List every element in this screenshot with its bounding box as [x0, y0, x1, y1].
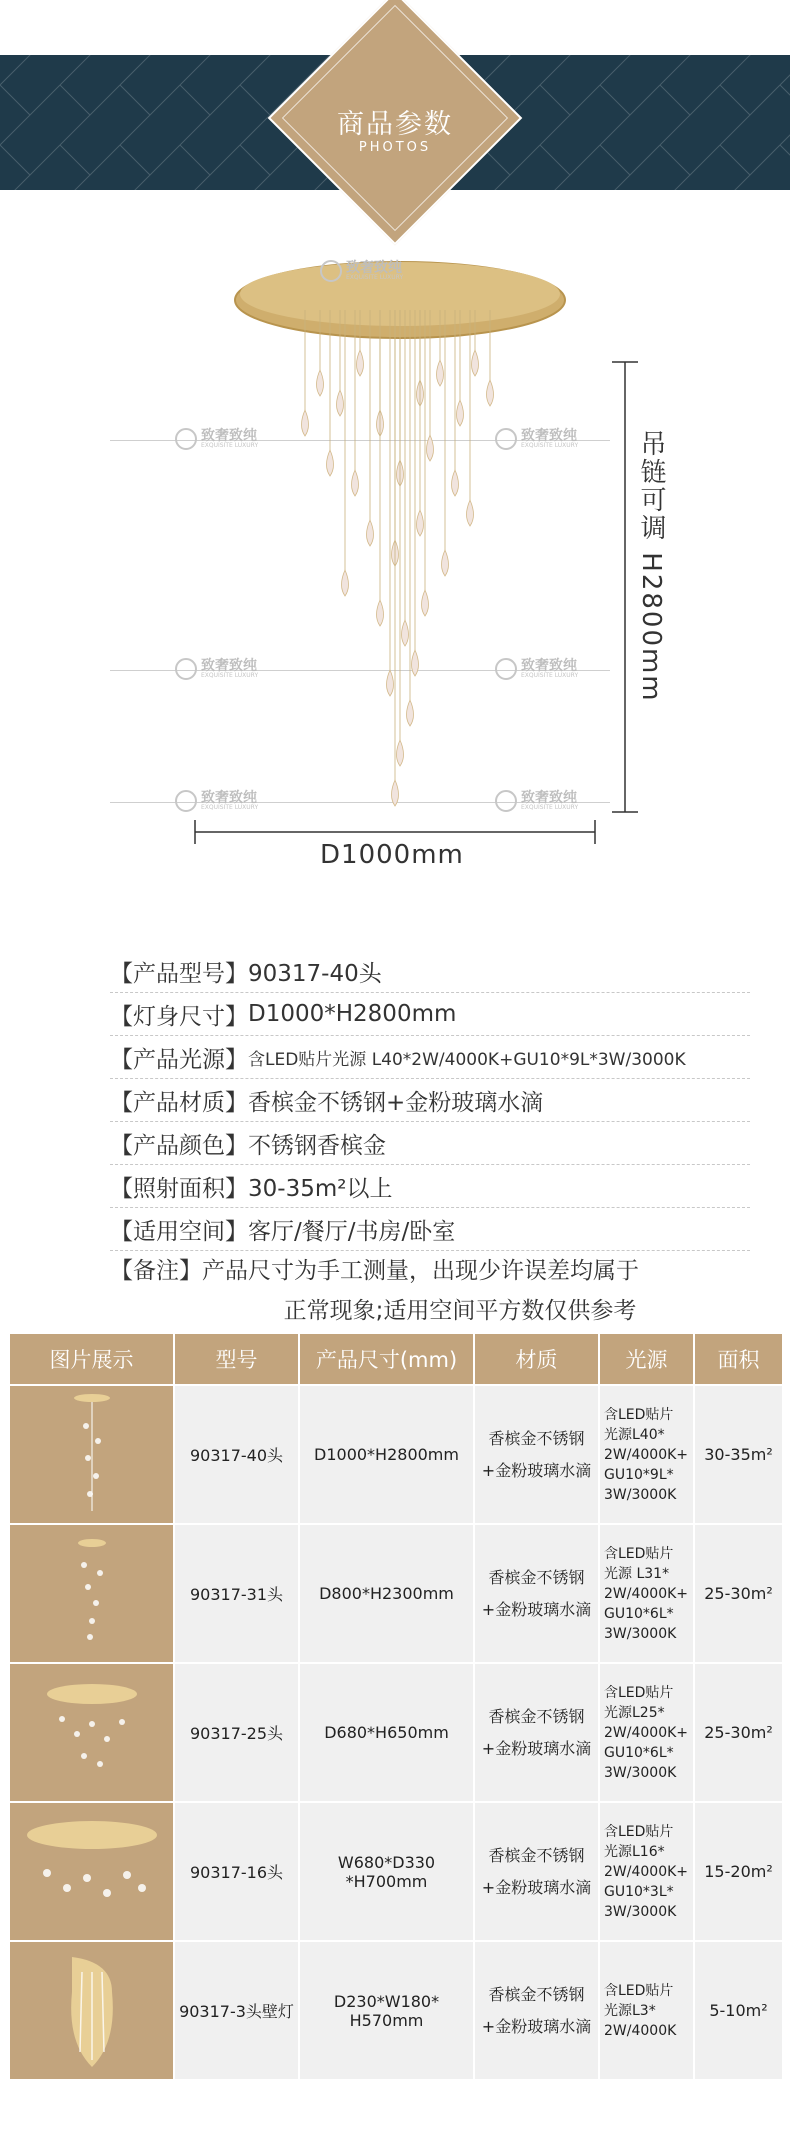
spec-color: 【产品颜色】 不锈钢香槟金 — [110, 1122, 750, 1165]
spec-list — [110, 950, 750, 1331]
cell-material: 香槟金不锈钢 +金粉玻璃水滴 — [474, 1802, 599, 1941]
spec-material: 【产品材质】 香槟金不锈钢+金粉玻璃水滴 — [110, 1079, 750, 1122]
cell-material: 香槟金不锈钢 +金粉玻璃水滴 — [474, 1941, 599, 2080]
header-image: 图片展示 — [9, 1333, 174, 1385]
cell-size: D680*H650mm — [299, 1663, 474, 1802]
cell-material: 香槟金不锈钢 +金粉玻璃水滴 — [474, 1524, 599, 1663]
cell-material: 香槟金不锈钢 +金粉玻璃水滴 — [474, 1385, 599, 1524]
height-dimension-label: 吊链可调 H2800mm — [636, 430, 666, 703]
cell-light: 含LED贴片 光源L16* 2W/4000K+ GU10*3L* 3W/3000K — [599, 1802, 694, 1941]
header-material: 材质 — [474, 1333, 599, 1385]
watermark: 致奢致纯 EXQUISITE LUXURY — [320, 260, 403, 282]
watermark: 致奢致纯 EXQUISITE LUXURY — [495, 790, 578, 812]
chandelier-image — [0, 220, 790, 870]
cell-area: 25-30m² — [694, 1524, 783, 1663]
banner-subtitle: PHOTOS — [358, 140, 432, 155]
spec-size: 【灯身尺寸】 D1000*H2800mm — [110, 993, 750, 1036]
watermark: 致奢致纯 EXQUISITE LUXURY — [495, 658, 578, 680]
watermark: 致奢致纯 EXQUISITE LUXURY — [495, 428, 578, 450]
cell-model: 90317-16头 — [174, 1802, 299, 1941]
table-row — [9, 1663, 783, 1802]
spec-note-continued: 正常现象;适用空间平方数仅供参考 — [283, 1298, 637, 1324]
cell-size: W680*D330 *H700mm — [299, 1802, 474, 1941]
banner-title: 商品参数 — [337, 109, 453, 140]
cell-model: 90317-31头 — [174, 1524, 299, 1663]
cell-model: 90317-40头 — [174, 1385, 299, 1524]
cell-size: D230*W180* H570mm — [299, 1941, 474, 2080]
product-thumbnail — [9, 1524, 174, 1663]
cell-model: 90317-25头 — [174, 1663, 299, 1802]
product-thumbnail — [9, 1941, 174, 2080]
cell-material: 香槟金不锈钢 +金粉玻璃水滴 — [474, 1663, 599, 1802]
header-model: 型号 — [174, 1333, 299, 1385]
cell-light: 含LED贴片 光源L25* 2W/4000K+ GU10*6L* 3W/3000K — [599, 1663, 694, 1802]
cell-area: 25-30m² — [694, 1663, 783, 1802]
table-row — [9, 1941, 783, 2080]
spec-coverage-area: 【照射面积】 30-35m²以上 — [110, 1165, 750, 1208]
spec-light-source: 【产品光源】 含LED贴片光源 L40*2W/4000K+GU10*9L*3W/3000K — [110, 1036, 750, 1079]
table-row — [9, 1802, 783, 1941]
cell-area: 5-10m² — [694, 1941, 783, 2080]
header-size: 产品尺寸(mm) — [299, 1333, 474, 1385]
product-thumbnail — [9, 1802, 174, 1941]
cell-light: 含LED贴片 光源L40* 2W/4000K+ GU10*9L* 3W/3000K — [599, 1385, 694, 1524]
watermark: 致奢致纯 EXQUISITE LUXURY — [175, 790, 258, 812]
table-row — [9, 1385, 783, 1524]
cell-size: D800*H2300mm — [299, 1524, 474, 1663]
product-illustration-area — [0, 220, 790, 870]
watermark: 致奢致纯 EXQUISITE LUXURY — [175, 658, 258, 680]
cell-light: 含LED贴片 光源 L31* 2W/4000K+ GU10*6L* 3W/3000K — [599, 1524, 694, 1663]
spec-note: 【备注】产品尺寸为手工测量，出现少许误差均属于 — [110, 1258, 639, 1284]
table-row — [9, 1524, 783, 1663]
spec-model: 【产品型号】 90317-40头 — [110, 950, 750, 993]
cell-light: 含LED贴片 光源L3* 2W/4000K — [599, 1941, 694, 2080]
model-comparison-table — [8, 1332, 784, 2081]
cell-area: 15-20m² — [694, 1802, 783, 1941]
table-header-row — [9, 1333, 783, 1385]
product-thumbnail — [9, 1385, 174, 1524]
spec-applicable-space: 【适用空间】 客厅/餐厅/书房/卧室 — [110, 1208, 750, 1251]
cell-size: D1000*H2800mm — [299, 1385, 474, 1524]
cell-model: 90317-3头壁灯 — [174, 1941, 299, 2080]
watermark: 致奢致纯 EXQUISITE LUXURY — [175, 428, 258, 450]
product-thumbnail — [9, 1663, 174, 1802]
header-light: 光源 — [599, 1333, 694, 1385]
diameter-dimension-label: D1000mm — [320, 840, 464, 870]
cell-area: 30-35m² — [694, 1385, 783, 1524]
header-area: 面积 — [694, 1333, 783, 1385]
